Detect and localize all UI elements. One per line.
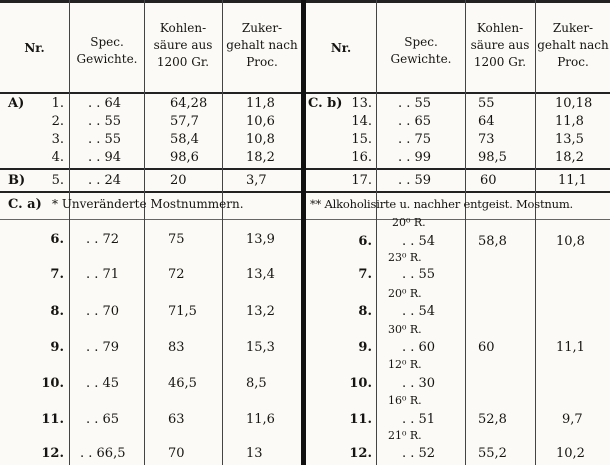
row-nr: 1.	[51, 96, 64, 111]
row-temp: 21⁰ R.	[388, 429, 422, 442]
row-spec: . . 75	[398, 132, 432, 147]
row-kohlen: 98,5	[478, 150, 507, 165]
row-kohlen: 20	[170, 173, 187, 188]
row-zucker: 18,2	[555, 150, 584, 165]
header-nr: Nr.	[24, 41, 45, 55]
row-kohlen: 55	[478, 96, 495, 111]
col-line	[465, 0, 466, 465]
header-nr: Nr.	[330, 41, 352, 55]
row-spec: . . 64	[88, 96, 122, 111]
row-spec: . . 79	[86, 340, 120, 355]
row-kohlen: 52,8	[478, 412, 507, 427]
header-spec: Spec. Gewichte.	[390, 35, 452, 66]
row-kohlen: 60	[480, 173, 497, 188]
row-zucker: 10,8	[556, 234, 585, 249]
row-nr: 3.	[51, 132, 64, 147]
row-spec: . . 51	[402, 412, 436, 427]
row-nr: 10.	[349, 376, 372, 391]
row-zucker: 10,18	[555, 96, 593, 111]
row-zucker: 10,2	[556, 446, 585, 461]
row-kohlen: 46,5	[168, 376, 197, 391]
row-kohlen: 83	[168, 340, 185, 355]
section-label: B)	[8, 173, 26, 188]
row-zucker: 10,8	[246, 132, 275, 147]
row-spec: . . 66,5	[80, 446, 126, 461]
row-zucker: 10,6	[246, 114, 275, 129]
row-kohlen: 64,28	[170, 96, 208, 111]
row-nr: 5.	[51, 173, 64, 188]
row-nr: 13.	[351, 96, 372, 111]
row-zucker: 13,2	[246, 304, 275, 319]
row-spec: . . 55	[398, 96, 432, 111]
row-spec: . . 60	[402, 340, 436, 355]
row-kohlen: 73	[478, 132, 495, 147]
center-divider	[301, 0, 306, 465]
row-zucker: 11,6	[246, 412, 275, 427]
section-label: C. a)	[8, 197, 42, 212]
row-nr: 16.	[351, 150, 372, 165]
row-zucker: 11,1	[558, 173, 587, 188]
row-temp: 12⁰ R.	[388, 358, 422, 371]
row-temp: 23⁰ R.	[388, 251, 422, 264]
row-spec: . . 72	[86, 232, 120, 247]
row-kohlen: 58,4	[170, 132, 199, 147]
header-zucker: Zuker- gehalt nach Proc.	[537, 21, 609, 69]
row-nr: 15.	[351, 132, 372, 147]
section-label: C. b)	[308, 96, 343, 111]
row-nr: 4.	[51, 150, 64, 165]
row-nr: 14.	[351, 114, 372, 129]
row-spec: . . 45	[86, 376, 120, 391]
row-nr: 11.	[41, 412, 64, 427]
row-spec: . . 54	[402, 304, 436, 319]
header-spec: Spec. Gewichte.	[76, 35, 138, 66]
row-spec: . . 70	[86, 304, 120, 319]
row-zucker: 11,8	[555, 114, 584, 129]
left-subheading: * Unveränderte Mostnummern.	[52, 197, 244, 211]
header-kohlen: Kohlen- säure aus 1200 Gr.	[153, 21, 213, 69]
header-kohlen: Kohlen- säure aus 1200 Gr.	[470, 21, 530, 69]
row-nr: 7.	[358, 267, 372, 282]
row-zucker: 18,2	[246, 150, 275, 165]
col-line	[69, 0, 70, 465]
row-zucker: 8,5	[246, 376, 267, 391]
right-subheading: ** Alkoholisirte u. nachher entgeist. Mostnum.	[310, 197, 573, 211]
row-zucker: 3,7	[246, 173, 267, 188]
row-nr: 2.	[51, 114, 64, 129]
row-nr: 7.	[50, 267, 64, 282]
row-spec: . . 71	[86, 267, 120, 282]
row-zucker: 11,8	[246, 96, 275, 111]
row-spec: . . 59	[398, 173, 432, 188]
row-zucker: 15,3	[246, 340, 275, 355]
row-nr: 9.	[50, 340, 64, 355]
row-kohlen: 75	[168, 232, 185, 247]
col-line	[535, 0, 536, 465]
row-zucker: 13,9	[246, 232, 275, 247]
row-kohlen: 60	[478, 340, 495, 355]
row-kohlen: 71,5	[168, 304, 197, 319]
row-spec: . . 54	[402, 234, 436, 249]
row-kohlen: 70	[168, 446, 185, 461]
col-line	[222, 0, 223, 465]
section-label: A)	[8, 96, 25, 111]
row-nr: 12.	[349, 446, 372, 461]
row-nr: 10.	[41, 376, 64, 391]
row-zucker: 11,1	[556, 340, 585, 355]
row-kohlen: 72	[168, 267, 185, 282]
row-nr: 11.	[349, 412, 372, 427]
row-kohlen: 57,7	[170, 114, 199, 129]
row-kohlen: 63	[168, 412, 185, 427]
row-zucker: 13	[246, 446, 263, 461]
row-spec: . . 24	[88, 173, 122, 188]
row-nr: 8.	[358, 304, 372, 319]
row-nr: 8.	[50, 304, 64, 319]
row-spec: . . 55	[402, 267, 436, 282]
row-spec: . . 65	[86, 412, 120, 427]
row-kohlen: 64	[478, 114, 495, 129]
row-temp: 20⁰ R.	[392, 216, 426, 229]
col-line	[376, 0, 377, 465]
header-zucker: Zuker- gehalt nach Proc.	[226, 21, 298, 69]
row-zucker: 13,4	[246, 267, 275, 282]
row-spec: . . 55	[88, 132, 122, 147]
row-kohlen: 98,6	[170, 150, 199, 165]
row-temp: 30⁰ R.	[388, 323, 422, 336]
row-temp: 20⁰ R.	[388, 287, 422, 300]
row-spec: . . 30	[402, 376, 436, 391]
row-nr: 12.	[41, 446, 64, 461]
row-spec: . . 99	[398, 150, 432, 165]
row-spec: . . 65	[398, 114, 432, 129]
row-nr: 9.	[358, 340, 372, 355]
row-spec: . . 94	[88, 150, 122, 165]
row-kohlen: 58,8	[478, 234, 507, 249]
col-line	[144, 0, 145, 465]
row-nr: 6.	[358, 234, 372, 249]
row-nr: 17.	[351, 173, 372, 188]
row-spec: . . 52	[402, 446, 436, 461]
row-nr: 6.	[50, 232, 64, 247]
row-zucker: 13,5	[555, 132, 584, 147]
row-kohlen: 55,2	[478, 446, 507, 461]
row-spec: . . 55	[88, 114, 122, 129]
row-temp: 16⁰ R.	[388, 394, 422, 407]
row-zucker: 9,7	[562, 412, 583, 427]
